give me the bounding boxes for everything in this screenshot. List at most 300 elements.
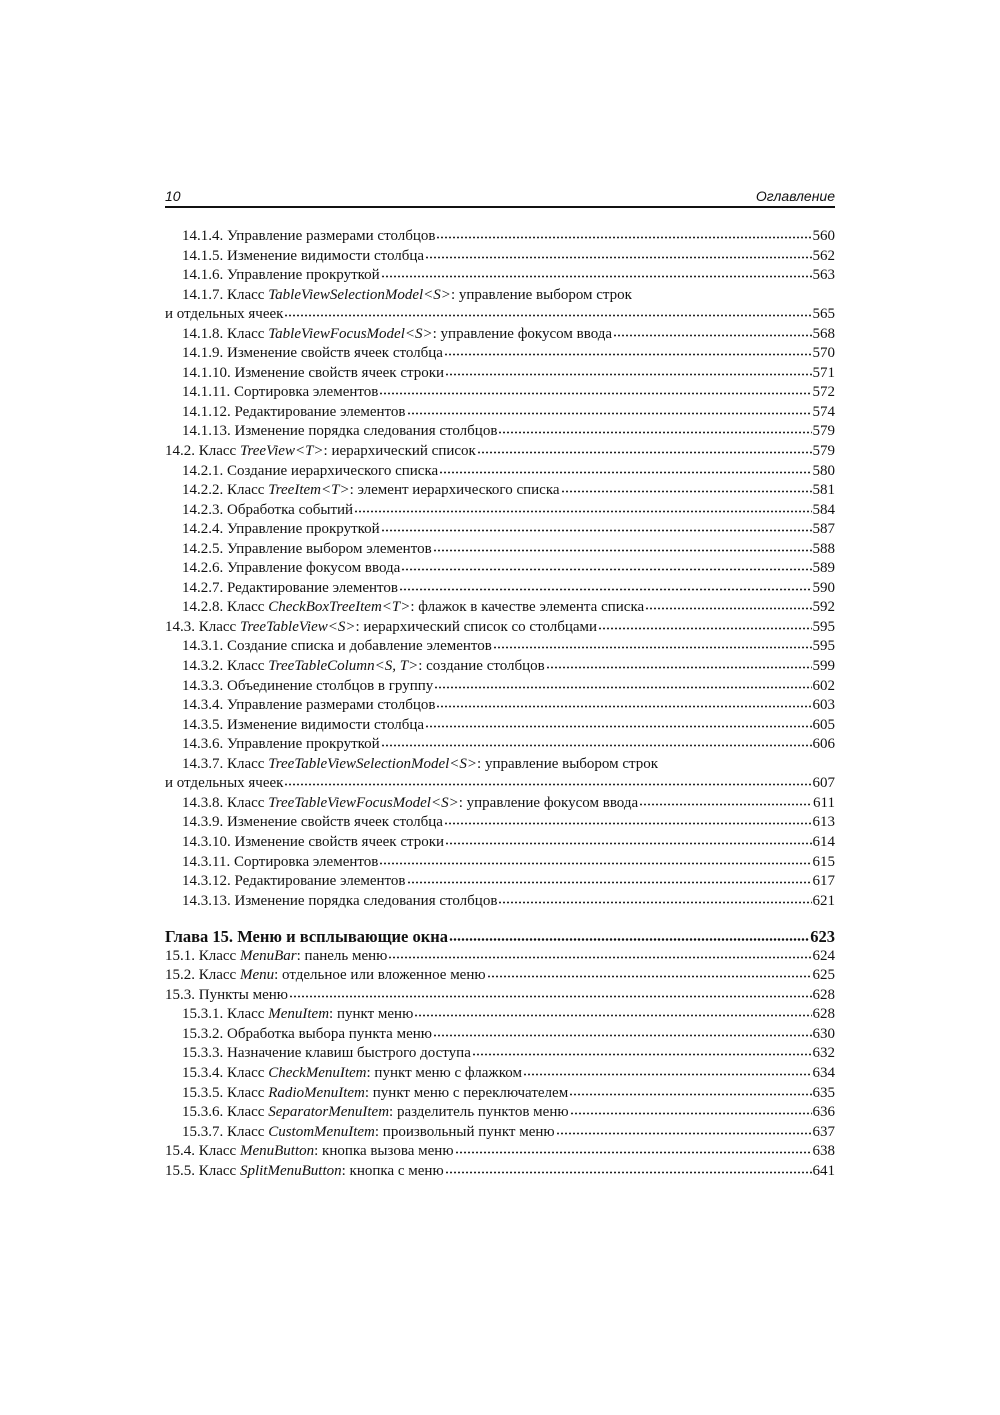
entry-class-name: CheckMenuItem: [268, 1064, 367, 1081]
toc-entry[interactable]: [165, 853, 835, 873]
entry-title: [182, 853, 378, 873]
entry-title: [182, 1084, 568, 1104]
entry-title: [182, 403, 406, 423]
entry-class-name: SeparatorMenuItem: [268, 1104, 390, 1121]
entry-text: Класс: [223, 599, 269, 616]
entry-number: 15.3.4.: [182, 1064, 224, 1081]
entry-text: Класс: [223, 286, 269, 303]
toc-entry[interactable]: [165, 266, 835, 286]
entry-text-suffix: : кнопка вызова меню: [314, 1143, 454, 1160]
toc-entry[interactable]: [165, 1044, 835, 1064]
entry-title: [182, 540, 432, 560]
entry-page: 590: [812, 579, 835, 596]
entry-title: [182, 657, 545, 677]
entry-page: 614: [812, 833, 835, 850]
entry-number: 15.3.3.: [182, 1045, 224, 1062]
entry-page: 615: [812, 853, 835, 870]
entry-page: 584: [812, 501, 835, 518]
dot-leader: [498, 431, 811, 435]
entry-text: Редактирование элементов: [223, 579, 398, 596]
entry-text: Сортировка элементов: [230, 853, 379, 870]
entry-text-suffix: : пункт меню с флажком: [366, 1064, 523, 1081]
entry-page: 592: [812, 599, 835, 616]
entry-title: [182, 579, 398, 599]
entry-text-suffix: : разделитель пунктов меню: [389, 1104, 569, 1121]
entry-continuation-text: и отдельных ячеек: [165, 306, 284, 323]
toc-entry[interactable]: [165, 403, 835, 423]
entry-text: Изменение свойств ячеек строки: [230, 833, 445, 850]
entry-title: [182, 247, 424, 267]
entry-title: [165, 927, 448, 947]
entry-text-suffix: : отдельное или вложенное меню: [274, 967, 486, 984]
dot-leader: [407, 412, 812, 416]
entry-number: 14.2.2.: [182, 482, 224, 499]
entry-text: Управление прокруткой: [223, 736, 380, 753]
entry-text: Управление прокруткой: [223, 267, 380, 284]
dot-leader: [401, 568, 811, 572]
entry-text: Изменение порядка следования столбцов: [230, 892, 498, 909]
entry-title: [182, 1025, 432, 1045]
entry-text: Класс: [195, 1143, 240, 1160]
entry-text-suffix: : управление фокусом ввода: [458, 794, 639, 811]
entry-page: 599: [812, 658, 835, 675]
entry-class-name: TreeItem<T>: [268, 482, 350, 499]
entry-page: 579: [812, 423, 835, 440]
entry-number: Глава 15.: [165, 927, 234, 947]
entry-text: Меню и всплывающие окна: [233, 927, 448, 947]
entry-number: 14.3.10.: [182, 833, 231, 850]
dot-leader: [444, 822, 812, 826]
entry-text: Класс: [223, 755, 269, 772]
entry-number: 15.4.: [165, 1143, 195, 1160]
dot-leader: [433, 1034, 812, 1038]
entry-title: [182, 598, 644, 618]
entry-class-name: CustomMenuItem: [268, 1123, 375, 1140]
entry-text: Класс: [195, 1162, 240, 1179]
entry-page: 607: [812, 775, 835, 792]
entry-title: [182, 755, 658, 775]
entry-page: 623: [810, 927, 835, 947]
toc-entry[interactable]: [165, 1025, 835, 1045]
entry-page: 580: [812, 462, 835, 479]
entry-page: 562: [812, 247, 835, 264]
entry-page: 605: [812, 716, 835, 733]
entry-title: [165, 966, 486, 986]
entry-class-name: MenuBar: [239, 947, 297, 964]
entry-text: Изменение свойств ячеек столбца: [223, 345, 443, 362]
dot-leader: [570, 1112, 812, 1116]
toc-entry[interactable]: [165, 966, 835, 986]
entry-number: 14.1.12.: [182, 403, 231, 420]
entry-title: [182, 462, 438, 482]
entry-text-suffix: : панель меню: [296, 947, 388, 964]
entry-page: 579: [812, 443, 835, 460]
entry-page: 603: [812, 697, 835, 714]
toc-entry[interactable]: [165, 1142, 835, 1162]
entry-number: 14.1.9.: [182, 345, 224, 362]
entry-page: 625: [812, 967, 835, 984]
dot-leader: [434, 686, 811, 690]
entry-continuation-text: и отдельных ячеек: [165, 775, 284, 792]
entry-page: 565: [812, 306, 835, 323]
entry-number: 14.2.8.: [182, 599, 224, 616]
toc-entry-continuation: [165, 305, 835, 325]
entry-text: Создание иерархического списка: [223, 462, 439, 479]
entry-title: [182, 677, 433, 697]
toc-entry[interactable]: [165, 501, 835, 521]
entry-title: [165, 986, 288, 1006]
entry-title: [182, 892, 497, 912]
entry-title: [182, 1103, 569, 1123]
entry-page: 588: [812, 540, 835, 557]
entry-page: 636: [812, 1104, 835, 1121]
toc-entry[interactable]: [165, 1084, 835, 1104]
dot-leader: [379, 392, 811, 396]
dot-leader: [436, 236, 811, 240]
entry-number: 14.3.6.: [182, 736, 224, 753]
toc-chapter-entry[interactable]: [165, 927, 835, 947]
entry-text: Управление размерами столбцов: [223, 697, 436, 714]
entry-number: 14.3.2.: [182, 658, 224, 675]
toc-entry[interactable]: [165, 442, 835, 462]
entry-page: 587: [812, 521, 835, 538]
entry-text-suffix: : управление выбором строк: [450, 286, 632, 303]
dot-leader: [439, 471, 811, 475]
entry-text: Управление прокруткой: [223, 521, 380, 538]
entry-number: 15.2.: [165, 967, 195, 984]
entry-number: 15.3.: [165, 986, 195, 1003]
toc-entry[interactable]: [165, 1123, 835, 1143]
entry-title: [182, 1044, 471, 1064]
entry-title: [182, 227, 435, 247]
entry-text-suffix: : управление фокусом ввода: [432, 325, 613, 342]
entry-title: [182, 266, 380, 286]
entry-page: 611: [813, 794, 835, 811]
toc-entry[interactable]: [165, 286, 835, 306]
toc-entry[interactable]: [165, 677, 835, 697]
dot-leader: [546, 666, 812, 670]
dot-leader: [613, 334, 811, 338]
entry-page: 617: [812, 873, 835, 890]
entry-title: [165, 618, 597, 638]
entry-class-name: Menu: [239, 967, 275, 984]
entry-number: 15.3.6.: [182, 1104, 224, 1121]
entry-class-name: TreeTableView<S>: [239, 618, 356, 635]
entry-number: 14.2.6.: [182, 560, 224, 577]
entry-page: 634: [812, 1064, 835, 1081]
entry-number: 15.3.5.: [182, 1084, 224, 1101]
entry-page: 563: [812, 267, 835, 284]
toc-entry[interactable]: [165, 383, 835, 403]
entry-title: [182, 1123, 555, 1143]
dot-leader: [472, 1053, 812, 1057]
toc-entry[interactable]: [165, 986, 835, 1006]
entry-number: 14.3.9.: [182, 814, 224, 831]
entry-text: Класс: [223, 1104, 269, 1121]
entry-text: Класс: [223, 658, 269, 675]
entry-text: Редактирование элементов: [230, 403, 406, 420]
toc-entry[interactable]: [165, 598, 835, 618]
entry-page: 595: [812, 638, 835, 655]
entry-class-name: MenuButton: [239, 1143, 315, 1160]
dot-leader: [425, 256, 811, 260]
entry-title: [182, 501, 353, 521]
dot-leader: [556, 1132, 812, 1136]
entry-text-suffix: : создание столбцов: [418, 658, 545, 675]
entry-title: [182, 637, 492, 657]
toc-entry[interactable]: [165, 325, 835, 345]
entry-page: 574: [812, 403, 835, 420]
dot-leader: [561, 490, 812, 494]
entry-number: 15.5.: [165, 1162, 195, 1179]
entry-page: 628: [812, 986, 835, 1003]
dot-leader: [399, 588, 812, 592]
entry-number: 14.3.7.: [182, 755, 224, 772]
entry-text: Управление размерами столбцов: [223, 228, 436, 244]
entry-text: Класс: [195, 967, 240, 984]
entry-page: 602: [812, 677, 835, 694]
dot-leader: [407, 881, 812, 885]
running-title: Оглавление: [755, 188, 835, 204]
entry-text: Редактирование элементов: [230, 873, 406, 890]
entry-page: 570: [812, 345, 835, 362]
entry-page: 635: [812, 1084, 835, 1101]
entry-number: 14.3.13.: [182, 892, 231, 909]
entry-title: [182, 364, 444, 384]
entry-class-name: TreeTableViewSelectionModel<S>: [268, 755, 478, 772]
toc-entry[interactable]: [165, 1162, 835, 1182]
entry-number: 14.3.3.: [182, 677, 224, 694]
dot-leader: [498, 901, 811, 905]
dot-leader: [414, 1014, 811, 1018]
entry-page: 560: [812, 228, 835, 244]
table-of-contents: [165, 227, 835, 1181]
entry-text: Класс: [223, 1064, 269, 1081]
entry-text: Класс: [195, 618, 240, 635]
entry-number: 14.1.4.: [182, 228, 224, 244]
entry-number: 14.3.: [165, 618, 195, 635]
entry-text: Изменение видимости столбца: [223, 247, 425, 264]
entry-page: 568: [812, 325, 835, 342]
entry-number: 14.2.4.: [182, 521, 224, 538]
toc-entry[interactable]: [165, 540, 835, 560]
entry-number: 14.1.5.: [182, 247, 224, 264]
entry-class-name: RadioMenuItem: [268, 1084, 365, 1101]
toc-entry[interactable]: [165, 247, 835, 267]
entry-class-name: CheckBoxTreeItem<T>: [268, 599, 411, 616]
dot-leader: [425, 725, 811, 729]
entry-number: 14.2.1.: [182, 462, 224, 479]
entry-text: Изменение порядка следования столбцов: [230, 423, 498, 440]
entry-title: [182, 794, 638, 814]
toc-entry[interactable]: [165, 696, 835, 716]
toc-entry[interactable]: [165, 520, 835, 540]
entry-title: [182, 422, 497, 442]
entry-number: 14.3.4.: [182, 697, 224, 714]
entry-page: 641: [812, 1162, 835, 1179]
toc-entry[interactable]: [165, 947, 835, 967]
toc-entry[interactable]: [165, 716, 835, 736]
entry-title: [182, 1005, 413, 1025]
toc-entry[interactable]: [165, 1064, 835, 1084]
toc-entry[interactable]: [165, 579, 835, 599]
entry-number: 14.1.13.: [182, 423, 231, 440]
toc-entry[interactable]: [165, 755, 835, 775]
dot-leader: [493, 646, 812, 650]
entry-page: 621: [812, 892, 835, 909]
toc-entry[interactable]: [165, 227, 835, 247]
entry-number: 14.3.1.: [182, 638, 224, 655]
entry-page: 572: [812, 384, 835, 401]
toc-entry[interactable]: [165, 872, 835, 892]
toc-entry[interactable]: [165, 481, 835, 501]
entry-class-name: TreeTableViewFocusModel<S>: [268, 794, 459, 811]
entry-title: [182, 696, 435, 716]
entry-text: Класс: [223, 1123, 269, 1140]
entry-text: Пункты меню: [195, 986, 288, 1003]
entry-title: [182, 481, 560, 501]
entry-text-suffix: : пункт меню с переключателем: [364, 1084, 569, 1101]
entry-page: 624: [812, 947, 835, 964]
entry-class-name: TreeView<T>: [239, 443, 324, 460]
dot-leader: [598, 627, 811, 631]
dot-leader: [354, 510, 811, 514]
entry-text: Изменение свойств ячеек столбца: [223, 814, 443, 831]
entry-page: 606: [812, 736, 835, 753]
entry-number: 14.2.5.: [182, 540, 224, 557]
dot-leader: [381, 529, 812, 533]
entry-text: Класс: [223, 325, 269, 342]
dot-leader: [449, 938, 809, 942]
entry-number: 14.2.: [165, 443, 195, 460]
toc-entry-continuation: [165, 774, 835, 794]
entry-title: [182, 716, 424, 736]
entry-text-suffix: : иерархический список: [323, 443, 476, 460]
entry-page: 630: [812, 1025, 835, 1042]
running-header: [165, 186, 835, 206]
dot-leader: [381, 744, 812, 748]
dot-leader: [645, 607, 811, 611]
toc-entry[interactable]: [165, 833, 835, 853]
entry-page: 632: [812, 1045, 835, 1062]
entry-page: 571: [812, 364, 835, 381]
entry-title: [165, 947, 387, 967]
dot-leader: [639, 803, 812, 807]
entry-title: [182, 559, 400, 579]
dot-leader: [433, 549, 812, 553]
entry-class-name: TreeTableColumn<S, T>: [268, 658, 419, 675]
toc-entry[interactable]: [165, 462, 835, 482]
page-number: 10: [165, 188, 181, 204]
entry-class-name: SplitMenuButton: [239, 1162, 342, 1179]
entry-number: 14.3.8.: [182, 794, 224, 811]
entry-text: Обработка событий: [223, 501, 354, 518]
entry-title: [182, 520, 380, 540]
entry-number: 14.1.6.: [182, 267, 224, 284]
entry-number: 15.3.1.: [182, 1006, 224, 1023]
toc-entry[interactable]: [165, 637, 835, 657]
entry-number: 14.1.7.: [182, 286, 224, 303]
dot-leader: [444, 353, 812, 357]
entry-text-suffix: : элемент иерархического списка: [349, 482, 560, 499]
entry-text-suffix: : управление выбором строк: [477, 755, 659, 772]
entry-text: Сортировка элементов: [230, 384, 379, 401]
dot-leader: [388, 956, 811, 960]
entry-text: Обработка выбора пункта меню: [223, 1025, 432, 1042]
dot-leader: [569, 1093, 811, 1097]
header-rule: [165, 206, 835, 208]
entry-page: 628: [812, 1006, 835, 1023]
entry-title: [182, 833, 444, 853]
entry-title: [182, 286, 632, 306]
dot-leader: [436, 705, 811, 709]
dot-leader: [523, 1073, 811, 1077]
toc-entry[interactable]: [165, 618, 835, 638]
entry-title: [182, 1064, 522, 1084]
entry-text-suffix: : иерархический список со столбцами: [355, 618, 598, 635]
dot-leader: [289, 995, 812, 999]
toc-entry[interactable]: [165, 813, 835, 833]
toc-entry[interactable]: [165, 422, 835, 442]
toc-entry[interactable]: [165, 794, 835, 814]
entry-text-suffix: : флажок в качестве элемента списка: [410, 599, 645, 616]
entry-page: 638: [812, 1143, 835, 1160]
dot-leader: [379, 862, 811, 866]
entry-number: 14.2.3.: [182, 501, 224, 518]
toc-entry[interactable]: [165, 1005, 835, 1025]
entry-number: 14.2.7.: [182, 579, 224, 596]
entry-text-suffix: : пункт меню: [329, 1006, 414, 1023]
dot-leader: [455, 1151, 812, 1155]
entry-text: Назначение клавиш быстрого доступа: [223, 1045, 471, 1062]
entry-text: Управление выбором элементов: [223, 540, 432, 557]
entry-text-suffix: : кнопка с меню: [341, 1162, 444, 1179]
entry-number: 14.1.11.: [182, 384, 231, 401]
toc-entry[interactable]: [165, 559, 835, 579]
entry-page: 637: [812, 1123, 835, 1140]
entry-text: Управление фокусом ввода: [223, 560, 401, 577]
entry-page: 589: [812, 560, 835, 577]
entry-title: [182, 383, 378, 403]
entry-title: [182, 344, 443, 364]
toc-entry[interactable]: [165, 892, 835, 912]
dot-leader: [445, 842, 811, 846]
entry-text: Класс: [223, 1084, 269, 1101]
toc-entry[interactable]: [165, 1103, 835, 1123]
entry-text: Класс: [195, 443, 240, 460]
toc-entry[interactable]: [165, 344, 835, 364]
entry-number: 14.1.8.: [182, 325, 224, 342]
entry-number: 15.3.2.: [182, 1025, 224, 1042]
entry-page: 581: [812, 482, 835, 499]
entry-text: Класс: [223, 482, 269, 499]
entry-title: [165, 442, 476, 462]
entry-class-name: TableViewSelectionModel<S>: [268, 286, 451, 303]
toc-entry[interactable]: [165, 364, 835, 384]
entry-text: Класс: [195, 947, 240, 964]
toc-entry[interactable]: [165, 735, 835, 755]
entry-title: [165, 1142, 454, 1162]
entry-number: 15.1.: [165, 947, 195, 964]
entry-title: [182, 325, 612, 345]
entry-class-name: TableViewFocusModel<S>: [268, 325, 433, 342]
entry-number: 15.3.7.: [182, 1123, 224, 1140]
entry-page: 595: [812, 618, 835, 635]
toc-entry[interactable]: [165, 657, 835, 677]
entry-number: 14.3.12.: [182, 873, 231, 890]
entry-title: [165, 1162, 444, 1182]
entry-title: [182, 735, 380, 755]
